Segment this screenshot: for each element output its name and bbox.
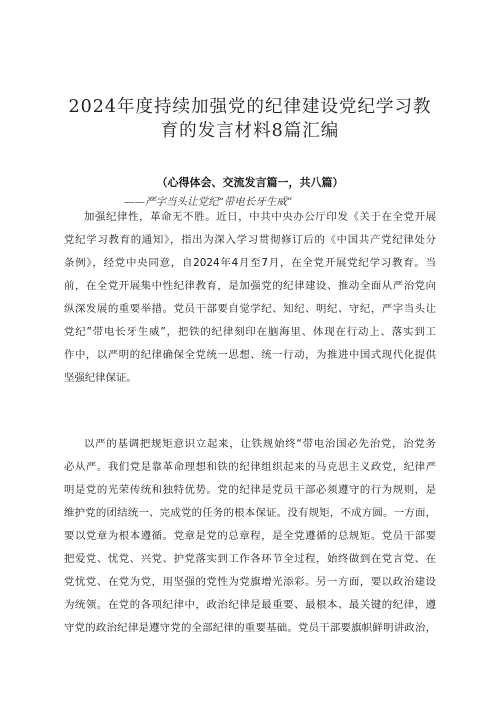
paragraph-2 (64, 433, 436, 640)
paragraph-line: 党忧党、在党为党，用坚强的党性为党旗增光添彩。另一方面，要以政治建设 (64, 576, 436, 588)
paragraph-line: 纵深发展的重要举措。党员干部要自觉学纪、知纪、明纪、守纪，严字当头让 (64, 303, 436, 315)
paragraph-line: 党纪学习教育的通知》，指出为深入学习贯彻修订后的《中国共产党纪律处分 (64, 234, 436, 246)
paragraph-line: 坚强纪律保证。 (64, 372, 137, 384)
paragraph-line: 前，在全党开展集中性纪律教育，是加强党的纪律建设、推动全面从严治党向 (64, 280, 436, 292)
paragraph-line: 党纪”带电长牙生威”，把铁的纪律刻印在脑海里、体现在行动上、落实到工 (64, 326, 436, 338)
paragraph-line: 守党的政治纪律是遵守党的全部纪律的重要基础。党员干部要旗帜鲜明讲政治， (64, 622, 436, 634)
paragraph-line: 为统领。在党的各项纪律中，政治纪律是最重要、最根本、最关键的纪律，遵 (64, 599, 436, 611)
paragraph-line: 作中，以严明的纪律确保全党统一思想、统一行动，为推进中国式现代化提供 (64, 349, 436, 361)
document-subtitle: （心得体会、交流发言篇一，共八篇） (156, 176, 344, 189)
paragraph-line: 必从严。我们党是靠革命理想和铁的纪律组织起来的马克思主义政党，纪律严 (64, 461, 436, 473)
paragraph-line: 条例》，经党中央同意，自2024年4月至7月，在全党开展党纪学习教育。当 (64, 257, 436, 269)
paragraph-line: 维护党的团结统一、完成党的任务的根本保证。没有规矩，不成方圆。一方面， (64, 507, 436, 519)
paragraph-line: 要以党章为根本遵循。党章是党的总章程，是全党遵循的总规矩。党员干部要 (64, 530, 436, 542)
paragraph-line: 把爱党、忧党、兴党、护党落实到工作各环节全过程，始终做到在党言党、在 (64, 553, 436, 565)
paragraph-1 (64, 206, 436, 390)
document-byline: ——严字当头让党纪“带电长牙生威” (124, 196, 293, 208)
paragraph-line: 以严的基调把规矩意识立起来，让铁规始终“带电治国必先治党，治党务 (84, 438, 436, 450)
paragraph-line: 加强纪律性，革命无不胜。近日，中共中央办公厅印发《关于在全党开展 (84, 211, 436, 223)
document-title-line-1: 2024年度持续加强党的纪律建设党纪学习教 (68, 97, 432, 117)
paragraph-line: 明是党的光荣传统和独特优势。党的纪律是党员干部必须遵守的行为规则，是 (64, 484, 436, 496)
document-title-line-2: 育的发言材料8篇汇编 (160, 121, 340, 141)
